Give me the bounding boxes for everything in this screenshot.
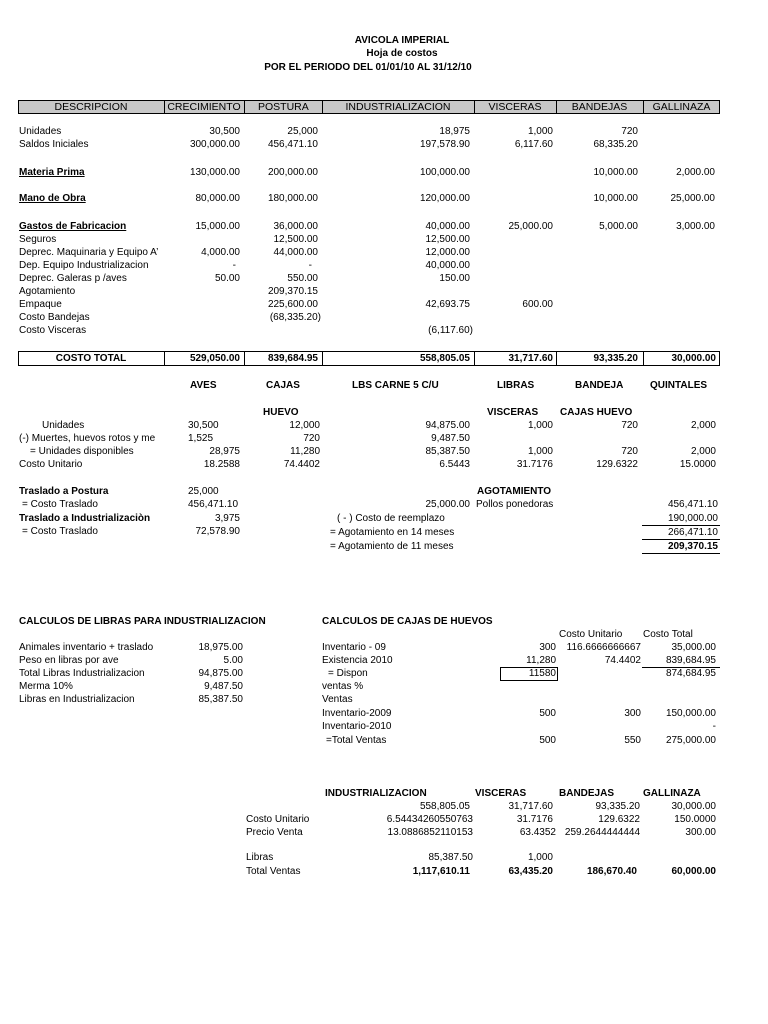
total-cell: 839,684.95: [267, 353, 318, 364]
cell: (6,117.60): [428, 325, 473, 336]
cell: 25,000.00: [508, 221, 553, 232]
units-cell: 6.5443: [439, 459, 470, 470]
cell: 150.00: [439, 273, 470, 284]
units-cell: 9,487.50: [431, 433, 470, 444]
cajas-row-label: = Dispon: [328, 668, 368, 679]
cajas-total: 275,000.00: [665, 735, 716, 746]
units-subheader: CAJAS HUEVO: [560, 407, 633, 418]
cell: 25,000.00: [670, 193, 715, 204]
units-cell: 1,000: [527, 420, 553, 431]
cell: 1,000: [527, 126, 553, 137]
libras-row-value: 85,387.50: [198, 694, 243, 705]
pollos-label: Pollos ponedoras: [476, 499, 554, 510]
units-header: CAJAS: [266, 380, 300, 391]
col-visceras: VISCERAS: [488, 101, 542, 113]
period-title: POR EL PERIODO DEL 01/01/10 AL 31/12/10: [264, 62, 472, 73]
col-gallinaza: GALLINAZA: [652, 101, 711, 113]
sales-cell: 1,117,610.11: [412, 866, 470, 877]
cajas-row-label: Ventas: [322, 694, 353, 705]
units-cell: 720: [621, 420, 638, 431]
cell: 15,000.00: [195, 221, 240, 232]
cajas-row-label: Inventario-2009: [322, 708, 392, 719]
cajas-total: -: [712, 721, 716, 732]
cell: 12,500.00: [273, 234, 318, 245]
cajas-row-label: Existencia 2010: [322, 655, 393, 666]
sales-row-label: Total Ventas: [246, 866, 301, 877]
cell: 550.00: [287, 273, 318, 284]
cajas-row-label: Inventario - 09: [322, 642, 386, 653]
row-label: Empaque: [19, 299, 62, 310]
units-header: BANDEJA: [575, 380, 624, 391]
sales-cell: 1,000: [527, 852, 553, 863]
units-cell: 11,280: [290, 446, 320, 457]
cajas-qty: 500: [539, 735, 556, 746]
units-cell: 28,975: [209, 446, 240, 457]
libras-row-value: 18,975.00: [198, 642, 243, 653]
cell: 456,471.10: [267, 139, 318, 150]
total-cell: 93,335.20: [593, 353, 638, 364]
cell: 30,500: [209, 126, 240, 137]
cajas-unit: 116.6666666667: [566, 642, 641, 653]
units-cell: 2,000: [690, 420, 716, 431]
agot-14-label: = Agotamiento en 14 meses: [330, 527, 455, 538]
total-cell: 529,050.00: [189, 353, 240, 364]
units-cell: 15.0000: [679, 459, 716, 470]
cell: 10,000.00: [593, 167, 638, 178]
units-cell: 94,875.00: [425, 420, 470, 431]
sales-cell: 558,805.05: [419, 801, 470, 812]
units-cell: 1,000: [527, 446, 553, 457]
cajas-col-unit: Costo Unitario: [559, 629, 623, 640]
company-title: AVICOLA IMPERIAL: [354, 35, 450, 46]
col-descripcion: DESCRIPCION: [54, 101, 128, 113]
cell: 180,000.00: [267, 193, 318, 204]
cell: 10,000.00: [593, 193, 638, 204]
cajas-row-label: ventas %: [322, 681, 364, 692]
row-label: Saldos Iniciales: [19, 139, 89, 150]
row-label: Deprec. Maquinaria y Equipo A’: [19, 247, 159, 258]
units-cell: 720: [303, 433, 320, 444]
total-cell: 31,717.60: [508, 353, 553, 364]
sales-row-label: Libras: [246, 852, 274, 863]
units-cell: 2,000: [690, 446, 716, 457]
units-row-label: (-) Muertes, huevos rotos y me: [19, 433, 156, 444]
units-cell: 30,500: [188, 420, 219, 431]
row-label: Costo Bandejas: [19, 312, 90, 323]
libras-row-label: Merma 10%: [19, 681, 73, 692]
total-label: COSTO TOTAL: [55, 353, 127, 364]
costo-traslado-label: = Costo Traslado: [22, 499, 98, 510]
cell: 40,000.00: [425, 221, 470, 232]
sales-row-label: Costo Unitario: [246, 814, 310, 825]
units-row-label: = Unidades disponibles: [30, 446, 134, 457]
row-label: Deprec. Galeras p /aves: [19, 273, 127, 284]
sales-cell: 259.2644444444: [564, 827, 640, 838]
costo-traslado-label-2: = Costo Traslado: [22, 526, 98, 537]
cell: 2,000.00: [676, 167, 715, 178]
units-cell: 1,525: [188, 433, 214, 444]
sales-cell: 186,670.40: [586, 866, 637, 877]
cajas-col-total: Costo Total: [643, 629, 693, 640]
libras-row-value: 5.00: [223, 655, 243, 666]
cell: 68,335.20: [593, 139, 638, 150]
cell: 12,000.00: [425, 247, 470, 258]
sales-cell: 30,000.00: [671, 801, 716, 812]
units-header: QUINTALES: [650, 380, 708, 391]
cell: 130,000.00: [189, 167, 240, 178]
cell: 209,370.15: [267, 286, 318, 297]
units-cell: 85,387.50: [425, 446, 470, 457]
sales-header: GALLINAZA: [643, 788, 701, 799]
cell: 42,693.75: [425, 299, 470, 310]
libras-calc-title: CALCULOS DE LIBRAS PARA INDUSTRIALIZACION: [19, 616, 266, 627]
row-label: Seguros: [19, 234, 57, 245]
cell: 80,000.00: [195, 193, 240, 204]
sales-cell: 60,000.00: [671, 866, 716, 877]
libras-row-label: Libras en Industrializacion: [19, 694, 135, 705]
sales-cell: 85,387.50: [428, 852, 473, 863]
cajas-unit: 300: [624, 708, 641, 719]
sales-cell: 150.0000: [674, 814, 716, 825]
row-label: Unidades: [19, 126, 62, 137]
sales-cell: 31,717.60: [508, 801, 553, 812]
cell: 25,000: [287, 126, 318, 137]
libras-row-value: 94,875.00: [198, 668, 243, 679]
sales-row-label: Precio Venta: [246, 827, 303, 838]
cell: 36,000.00: [273, 221, 318, 232]
cell: 300,000.00: [189, 139, 240, 150]
row-label: Dep. Equipo Industrializacion: [19, 260, 149, 271]
total-cell: 30,000.00: [671, 353, 716, 364]
cell: 225,600.00: [267, 299, 318, 310]
cell: 5,000.00: [599, 221, 638, 232]
cajas-row-label: =Total Ventas: [326, 735, 387, 746]
cell: 720: [621, 126, 638, 137]
cell: 100,000.00: [419, 167, 470, 178]
total-cell: 558,805.05: [419, 353, 470, 364]
libras-row-value: 9,487.50: [204, 681, 243, 692]
cell: 120,000.00: [419, 193, 470, 204]
sheet-subtitle: Hoja de costos: [366, 48, 438, 59]
traslado-industrial-value: 3,975: [214, 513, 240, 524]
cajas-total: 874,684.95: [665, 668, 716, 679]
cell: 6,117.60: [514, 139, 553, 150]
cell: 200,000.00: [267, 167, 318, 178]
cell: -: [308, 260, 312, 271]
traslado-postura-value: 25,000: [188, 486, 219, 497]
units-cell: 12,000: [289, 420, 320, 431]
libras-row-label: Animales inventario + traslado: [19, 642, 154, 653]
sales-cell: 31.7176: [516, 814, 553, 825]
cajas-qty: 11,280: [526, 655, 556, 666]
cajas-total: 839,684.95: [665, 655, 716, 666]
agot-total: 456,471.10: [667, 499, 718, 510]
row-label: Costo Visceras: [19, 325, 87, 336]
traslado-industrial-cost: 72,578.90: [195, 526, 240, 537]
traslado-industrial-label: Traslado a Industrializaciòn: [19, 513, 151, 524]
sales-header: VISCERAS: [475, 788, 527, 799]
sales-cell: 129.6322: [598, 814, 640, 825]
sales-header: INDUSTRIALIZACION: [325, 788, 427, 799]
units-row-label: Costo Unitario: [19, 459, 83, 470]
cajas-row-label: Inventario-2010: [322, 721, 392, 732]
row-label: Agotamiento: [19, 286, 76, 297]
units-header: AVES: [190, 380, 217, 391]
sales-cell: 63.4352: [519, 827, 556, 838]
col-postura: POSTURA: [258, 101, 309, 113]
agot-11-value: 209,370.15: [667, 541, 718, 552]
cell: 50.00: [214, 273, 240, 284]
units-row-label: Unidades: [42, 420, 85, 431]
reemplazo-value: 190,000.00: [667, 513, 718, 524]
cell: 12,500.00: [425, 234, 470, 245]
reemplazo-label: ( - ) Costo de reemplazo: [337, 513, 445, 524]
row-label: Mano de Obra: [19, 193, 86, 204]
cell: (68,335.20): [269, 312, 321, 323]
units-header: LBS CARNE 5 C/U: [352, 380, 439, 391]
sales-cell: 300.00: [685, 827, 716, 838]
cell: 600.00: [522, 299, 553, 310]
units-header: LIBRAS: [497, 380, 535, 391]
cell: 4,000.00: [201, 247, 240, 258]
units-subheader: HUEVO: [263, 407, 299, 418]
cajas-total: 35,000.00: [671, 642, 716, 653]
cajas-unit: 550: [624, 735, 641, 746]
cajas-total: 150,000.00: [665, 708, 716, 719]
units-cell: 720: [621, 446, 638, 457]
col-crecimiento: CRECIMIENTO: [167, 101, 241, 113]
cajas-calc-title: CALCULOS DE CAJAS DE HUEVOS: [322, 616, 493, 627]
agotamiento-title: AGOTAMIENTO: [477, 486, 552, 497]
traslado-postura-label: Traslado a Postura: [19, 486, 109, 497]
sales-cell: 6.54434260550763: [386, 814, 473, 825]
cell: -: [232, 260, 236, 271]
units-cell: 74.4402: [283, 459, 320, 470]
row-label: Materia Prima: [19, 167, 85, 178]
traslado-postura-cost: 456,471.10: [188, 499, 239, 510]
cajas-qty: 300: [539, 642, 556, 653]
row-label: Gastos de Fabricacion: [19, 221, 127, 232]
col-bandejas: BANDEJAS: [571, 101, 628, 113]
cell: 197,578.90: [419, 139, 470, 150]
libras-row-label: Peso en libras por ave: [19, 655, 119, 666]
col-industrializacion: INDUSTRIALIZACION: [345, 101, 451, 113]
pollos-value: 25,000.00: [425, 499, 470, 510]
cajas-qty: 500: [539, 708, 556, 719]
units-cell: 18.2588: [203, 459, 240, 470]
sales-header: BANDEJAS: [559, 788, 615, 799]
cell: 18,975: [439, 126, 470, 137]
sales-cell: 93,335.20: [595, 801, 640, 812]
cell: 44,000.00: [273, 247, 318, 258]
agot-14-value: 266,471.10: [667, 527, 718, 538]
units-cell: 129.6322: [596, 459, 638, 470]
agot-11-label: = Agotamiento de 11 meses: [330, 541, 454, 552]
libras-row-label: Total Libras Industrializacion: [19, 668, 145, 679]
units-cell: 31.7176: [516, 459, 553, 470]
units-subheader: VISCERAS: [487, 407, 539, 418]
cell: 3,000.00: [676, 221, 715, 232]
sales-cell: 13.0886852110153: [387, 827, 473, 838]
cajas-qty: 11580: [528, 668, 556, 679]
cell: 40,000.00: [425, 260, 470, 271]
sales-cell: 63,435.20: [508, 866, 553, 877]
cajas-unit: 74.4402: [604, 655, 641, 666]
